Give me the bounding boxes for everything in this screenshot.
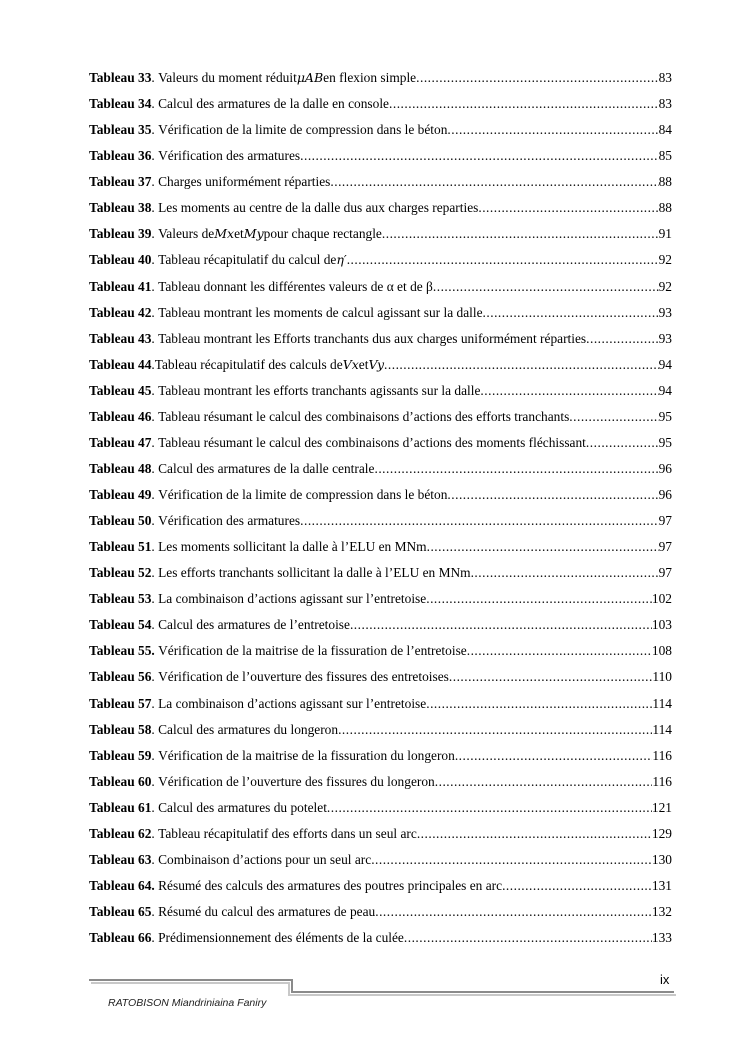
entry-page-number: 95 [658,408,672,424]
entry-label: Tableau 35 [89,122,152,138]
entry-page-number: 84 [658,122,672,138]
entry-title: Combinaison d’actions pour un seul arc [158,851,372,867]
entry-label: Tableau 45 [89,382,152,398]
entry-label: Tableau 62 [89,825,152,841]
entry-page-number: 121 [651,799,672,815]
entry-math: My [243,226,264,242]
entry-page-number: 110 [652,669,672,685]
entry-separator: . [151,96,159,112]
entry-label: Tableau 34 [89,96,152,112]
entry-page-number: 114 [652,695,672,711]
entry-label: Tableau 54 [89,617,152,633]
entry-title: Les moments au centre de la dalle dus aux charges reparties [158,200,479,216]
entry-separator: . [151,174,159,190]
entry-page-number: 130 [651,851,672,867]
entry-title: Tableau montrant les efforts tranchants agissants sur la dalle [158,382,481,398]
entry-separator: . [151,356,155,372]
entry-label: Tableau 42 [89,304,152,320]
entry-page-number: 83 [658,70,672,85]
entry-page-number: 129 [651,825,672,841]
entry-page-number: 92 [658,252,672,268]
entry-label: Tableau 53 [89,591,152,607]
entry-page-number: 116 [652,773,672,789]
entry-title: Vérification de l’ouverture des fissures du longeron [158,773,435,789]
entry-title-after: pour chaque rectangle [263,226,382,242]
entry-separator: . [151,591,159,607]
entry-label: Tableau 48 [89,460,152,476]
entry-label: Tableau 41 [89,278,152,294]
entry-page-number: 83 [658,96,672,112]
entry-page-number: 95 [658,434,672,450]
entry-label: Tableau 59 [89,747,152,763]
entry-separator: . [151,773,159,789]
entry-label: Tableau 66 [89,930,152,946]
entry-separator: . [151,460,159,476]
entry-title: Résumé du calcul des armatures de peau [158,904,376,919]
entry-page-number: 116 [652,747,672,763]
entry-separator: . [151,695,159,711]
footer-author: RATOBISON Miandriniaina Faniry [108,997,267,1009]
entry-label: Tableau 52 [89,565,152,581]
entry-title: Résumé des calculs des armatures des poutres principales en arc [158,877,503,893]
entry-separator: . [151,434,159,450]
entry-title: Valeurs du moment réduit [158,70,297,85]
entry-page-number: 93 [658,304,672,320]
entry-title: Vérification de l’ouverture des fissures des entretoises [158,669,449,685]
entry-label: Tableau 40 [89,252,152,268]
entry-page-number: 85 [658,148,672,164]
entry-separator: . [151,408,159,424]
entry-separator: . [151,226,159,242]
entry-separator: . [151,721,159,737]
entry-separator: . [151,304,159,320]
entry-page-number: 94 [658,382,672,398]
entry-separator: . [151,851,159,867]
entry-separator: . [151,669,159,685]
entry-label: Tableau 57 [89,695,152,711]
entry-page-number: 132 [651,904,672,919]
entry-separator: . [151,825,159,841]
entry-label: Tableau 39 [89,226,152,242]
entry-label: Tableau 63 [89,851,152,867]
entry-label: Tableau 46 [89,408,152,424]
entry-math: μAB [296,70,324,85]
entry-title: Tableau montrant les moments de calcul agissant sur la dalle [158,304,483,320]
entry-title: Tableau donnant les différentes valeurs de α et de β [158,278,433,294]
entry-title: Tableau montrant les Efforts tranchants dus aux charges uniformément réparties [158,330,587,346]
entry-separator: . [151,799,159,815]
entry-label: Tableau 33 [89,70,152,85]
entry-math: η′ [336,252,347,268]
entry-math: Vx [342,356,359,372]
entry-title: Prédimensionnement des éléments de la culée [158,930,404,946]
entry-page-number: 96 [658,487,672,502]
entry-page-number: 102 [651,591,672,607]
entry-page-number: 92 [658,278,672,294]
entry-separator: . [151,617,159,633]
entry-separator: . [151,565,159,581]
entry-separator: . [151,70,159,85]
entry-page-number: 88 [658,174,672,190]
entry-title: Calcul des armatures de l’entretoise [158,617,350,633]
entry-title: Calcul des armatures de la dalle en console [158,96,389,112]
entry-title: Charges uniformément réparties [158,174,331,190]
entry-page-number: 114 [652,721,672,737]
entry-label: Tableau 56 [89,669,152,685]
entry-separator: . [151,278,159,294]
entry-label: Tableau 38 [89,200,152,216]
entry-label: Tableau 49 [89,487,152,502]
entry-separator: . [151,513,159,529]
entry-math: Mx [214,226,235,242]
entry-separator: . [151,382,159,398]
entry-label: Tableau 36 [89,148,152,164]
entry-title-after: en flexion simple [323,70,417,85]
entry-label: Tableau 51 [89,539,152,555]
entry-title: Les efforts tranchants sollicitant la dalle à l’ELU en MNm [158,565,471,581]
entry-title: Tableau résumant le calcul des combinaisons d’actions des moments fléchissant [158,434,586,450]
entry-label: Tableau 61 [89,799,152,815]
entry-label: Tableau 60 [89,773,152,789]
entry-title: Tableau résumant le calcul des combinaisons d’actions des efforts tranchants [158,408,570,424]
entry-separator: . [151,747,159,763]
entry-title: Tableau récapitulatif des calculs de [154,356,343,372]
entry-label: Tableau 58 [89,721,152,737]
entry-label: Tableau 37 [89,174,152,190]
entry-title: La combinaison d’actions agissant sur l’entretoise [158,591,427,607]
entry-separator: . [151,930,159,946]
entry-page-number: 108 [651,643,672,659]
entry-title: Tableau récapitulatif du calcul de [158,252,337,268]
page-number: ix [660,972,670,987]
entry-separator: . [151,148,159,164]
entry-label: Tableau 50 [89,513,152,529]
entry-title: Vérification de la limite de compression dans le béton [158,487,448,502]
entry-page-number: 96 [658,460,672,476]
entry-separator: . [151,330,159,346]
entry-separator: . [151,252,159,268]
entry-title-mid: et [234,226,244,242]
entry-page-number: 131 [651,877,672,893]
entry-page-number: 133 [651,930,672,946]
entry-separator: . [151,122,159,138]
entry-page-number: 103 [651,617,672,633]
entry-separator: . [151,904,159,919]
entry-page-number: 97 [658,513,672,529]
entry-separator: . [151,200,159,216]
entry-title: La combinaison d’actions agissant sur l’entretoise [158,695,427,711]
entry-page-number: 94 [658,356,672,372]
entry-page-number: 88 [658,200,672,216]
entry-label: Tableau 64. [89,877,155,893]
entry-label: Tableau 43 [89,330,152,346]
entry-page-number: 97 [658,565,672,581]
entry-title: Vérification des armatures [158,148,301,164]
entry-page-number: 91 [658,226,672,242]
entry-title: Calcul des armatures du longeron [158,721,339,737]
entry-title: Vérification des armatures [158,513,301,529]
entry-label: Tableau 47 [89,434,152,450]
entry-title: Vérification de la maitrise de la fissuration du longeron [158,747,455,763]
entry-page-number: 97 [658,539,672,555]
entry-separator: . [151,539,159,555]
entry-title: Calcul des armatures de la dalle centrale [158,460,375,476]
entry-page-number: 93 [658,330,672,346]
entry-title: Vérification de la maitrise de la fissuration de l’entretoise [158,643,467,659]
entry-title-mid: et [358,356,369,372]
entry-title: Vérification de la limite de compression dans le béton [158,122,448,138]
entry-math: Vy [368,356,385,372]
entry-title: Calcul des armatures du potelet [158,799,327,815]
entry-label: Tableau 55. [89,643,155,659]
entry-label: Tableau 44 [89,356,152,372]
entry-separator: . [151,487,159,502]
entry-title: Tableau récapitulatif des efforts dans un seul arc [158,825,417,841]
entry-title: Valeurs de [158,226,215,242]
entry-title: Les moments sollicitant la dalle à l’ELU en MNm [158,539,427,555]
entry-label: Tableau 65 [89,904,152,919]
